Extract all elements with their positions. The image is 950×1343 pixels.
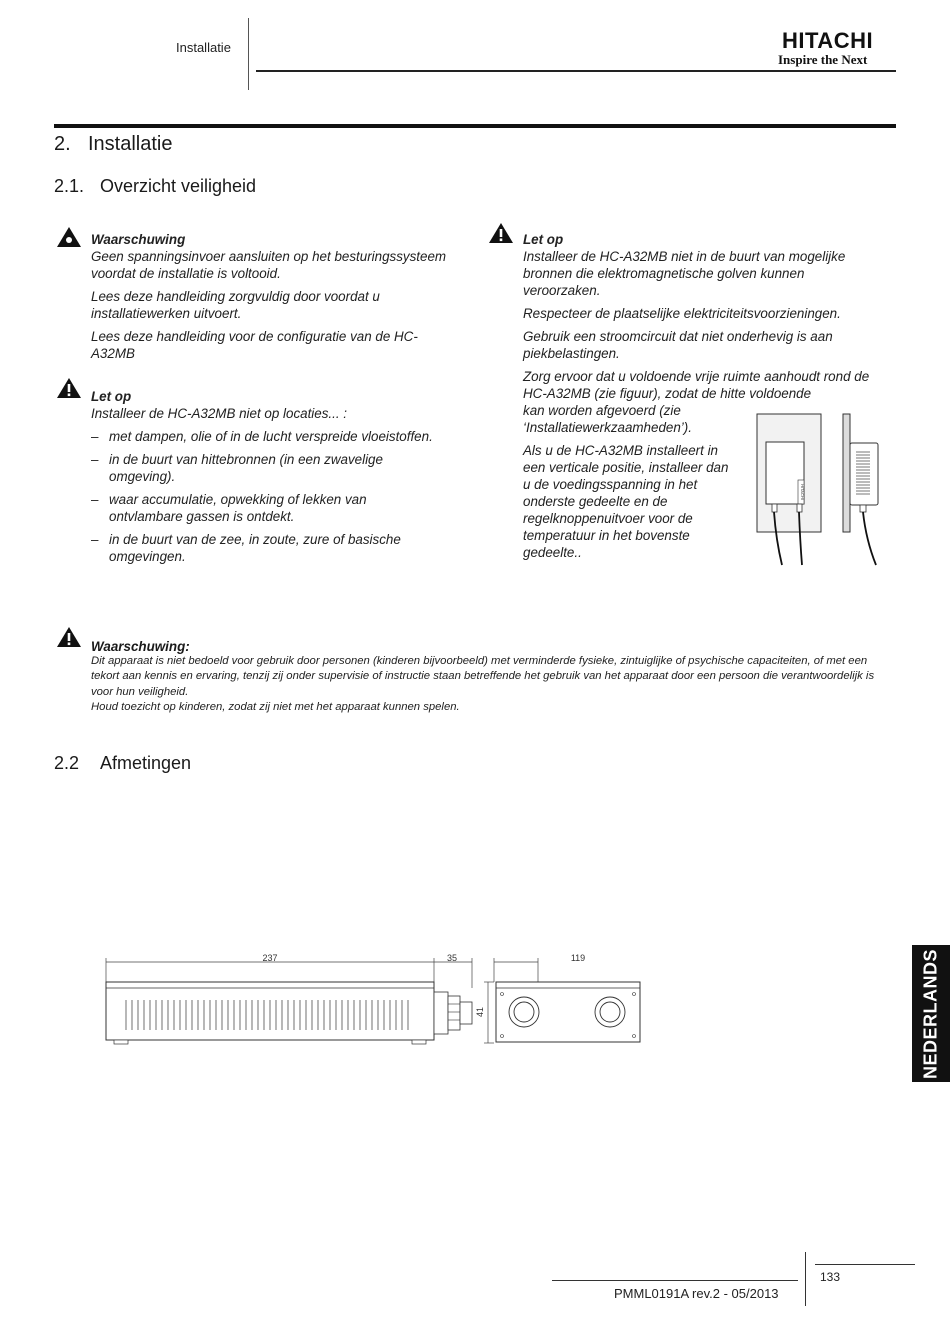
footer-document-id: PMML0191A rev.2 - 05/2013: [614, 1286, 779, 1301]
caution-icon: [56, 377, 82, 399]
header-divider-horizontal: [256, 70, 896, 72]
right-para-3: Gebruik een stroomcircuit dat niet onderhevig is aan piekbelastingen.: [523, 329, 833, 361]
dim-length: 237: [262, 953, 278, 963]
page-number: 133: [820, 1270, 841, 1284]
dim-width: 119: [570, 953, 586, 963]
section-rule: [54, 124, 896, 128]
page-title: 2. Installatie: [54, 133, 173, 155]
dim-height: 41: [475, 1006, 485, 1018]
warning-icon: [56, 226, 82, 248]
header-section-label: Installatie: [176, 40, 231, 55]
wide-warning-text: Dit apparaat is niet bedoeld voor gebruik door personen (kinderen bijvoorbeeld) met verminderde fysieke, zintuiglijke of psychische capaciteiten, of met een tekort aan kennis en ervaring, tenzij zij onder supervisie of instructie staan betreffende het gebruik van het apparaat door een persoon die verantwoordelijk is voor hun veiligheid.: [91, 655, 875, 698]
list-item: – in de buurt van de zee, in zoute, zure of basische omgevingen.: [91, 532, 401, 564]
footer-page-rule: [815, 1264, 915, 1265]
end-view-drawing: [494, 980, 642, 1046]
left-warning-title: Waarschuwing: [91, 232, 186, 247]
left-warning-para-1: Geen spanningsinvoer aansluiten op het besturingssysteem voordat de installatie is voltooid.: [91, 249, 447, 281]
list-item: – met dampen, olie of in de lucht verspreide vloeistoffen.: [91, 429, 433, 444]
language-tab-label: NEDERLANDS: [920, 948, 941, 1079]
right-para-2: Respecteer de plaatselijke elektriciteitsvoorzieningen.: [523, 306, 841, 321]
dimension-drawing: [100, 950, 586, 1050]
subsection-title: 2.1. Overzicht veiligheid: [54, 176, 257, 196]
footer-rule: [552, 1280, 798, 1281]
caution-icon: [488, 222, 514, 244]
hitachi-logo: HITACHI: [782, 28, 874, 53]
wide-warning-title: Waarschuwing:: [91, 639, 190, 654]
right-para-space: Zorg ervoor dat u voldoende vrije ruimte aanhoudt rond de HC-A32MB (zie figuur), zodat de hitte voldoende kan worden afgevoerd (zie ‘Installatiewerkzaamheden’).: [523, 369, 870, 435]
wide-warning-block: [91, 639, 891, 715]
left-warning-block: [91, 231, 461, 368]
header-divider-vertical: [248, 18, 249, 90]
installation-figure: [752, 410, 888, 570]
right-caution-title: Let op: [523, 232, 564, 247]
warning-icon: [56, 626, 82, 648]
left-warning-para-2: Lees deze handleiding zorgvuldig door voordat u installatiewerken uitvoert.: [91, 289, 380, 321]
left-caution-block: [91, 388, 471, 571]
hitachi-tagline: Inspire the Next: [778, 52, 868, 67]
list-item: – in de buurt van hittebronnen (in een zwavelige omgeving).: [91, 452, 383, 484]
right-para-1: Installeer de HC-A32MB niet in de buurt van mogelijke bronnen die elektromagnetische golven kunnen veroorzaken.: [523, 249, 846, 298]
left-warning-para-3: Lees deze handleiding voor de configuratie van de HC-A32MB: [91, 329, 418, 361]
dim-connector: 35: [446, 953, 458, 963]
language-tab: [912, 945, 950, 1082]
left-caution-intro: Installeer de HC-A32MB niet op locaties... :: [91, 406, 348, 421]
right-para-vertical: Als u de HC-A32MB installeert in een verticale positie, installeer dan u de voedingsspanning in het onderste gedeelte en de regelknoppenuitvoer voor de temperatuur in het bovenste gedeelte..: [523, 443, 729, 560]
dimensions-title: 2.2 Afmetingen: [54, 753, 192, 773]
list-item: – waar accumulatie, opwekking of lekken van ontvlambare gassen is ontdekt.: [91, 492, 367, 524]
left-caution-title: Let op: [91, 389, 132, 404]
footer-divider: [805, 1252, 806, 1306]
wide-warning-text-2: Houd toezicht op kinderen, zodat zij niet met het apparaat kunnen spelen.: [91, 700, 460, 713]
device-label: HITACHI: [800, 484, 805, 500]
